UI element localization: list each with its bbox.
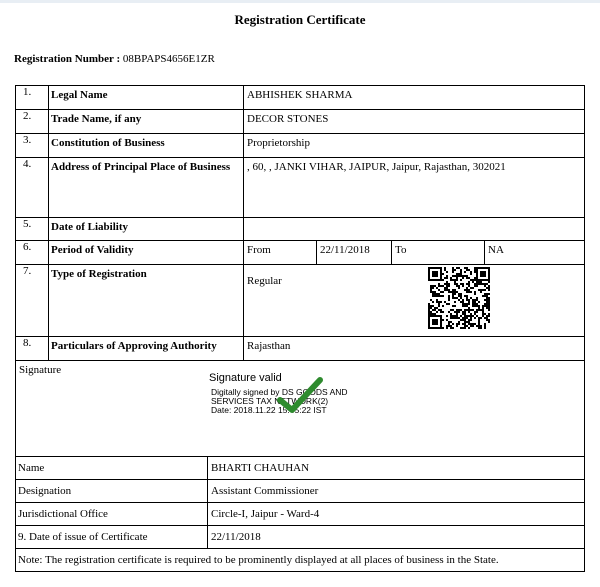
table-row: [16, 110, 585, 134]
row-value: Rajasthan: [244, 337, 585, 361]
signature-valid-text: Signature valid: [209, 372, 282, 384]
table-row: [16, 337, 585, 361]
registration-number-label: Registration Number :: [14, 53, 121, 65]
row-value: ABHISHEK SHARMA: [244, 86, 585, 110]
table-row: [16, 503, 585, 526]
row-value: DECOR STONES: [244, 110, 585, 134]
digital-signature-line: Digitally signed by DS GOODS AND: [211, 387, 348, 397]
table-row: [16, 86, 585, 110]
officer-value: BHARTI CHAUHAN: [208, 457, 585, 480]
officer-value: Assistant Commissioner: [208, 480, 585, 503]
officer-value: 22/11/2018: [208, 526, 585, 549]
row-value: , 60, , JANKI VIHAR, JAIPUR, Jaipur, Rajasthan, 302021: [244, 158, 585, 218]
page-title: Registration Certificate: [234, 12, 366, 27]
row-label: Address of Principal Place of Business: [49, 158, 244, 218]
table-row: [16, 265, 585, 337]
row-value: [244, 218, 585, 241]
table-row: [16, 526, 585, 549]
registration-details-table: [15, 85, 585, 361]
registration-number: [14, 53, 215, 65]
officer-details-table: [15, 456, 585, 572]
signature-label: Signature: [19, 364, 62, 376]
table-row: [16, 549, 585, 572]
officer-label: 9. Date of issue of Certificate: [16, 526, 208, 549]
qr-code-icon: [428, 267, 490, 329]
row-label: Particulars of Approving Authority: [49, 337, 244, 361]
digital-signature-line: Date: 2018.11.22 15:45:22 IST: [211, 405, 327, 415]
row-number: 7.: [16, 265, 49, 337]
officer-label: Name: [16, 457, 208, 480]
top-strip: [0, 0, 600, 3]
row-number: 5.: [16, 218, 49, 241]
checkmark-icon: [276, 376, 326, 416]
row-number: 8.: [16, 337, 49, 361]
note-text: Note: The registration certificate is required to be prominently displayed at all places of business in the State.: [16, 549, 585, 572]
table-row: [16, 480, 585, 503]
row-number: 2.: [16, 110, 49, 134]
row-number: 1.: [16, 86, 49, 110]
signature-block: [15, 361, 585, 457]
validity-from-date: 22/11/2018: [317, 241, 392, 265]
validity-to-date: NA: [485, 241, 585, 265]
officer-value: Circle-I, Jaipur - Ward-4: [208, 503, 585, 526]
validity-to-label: To: [392, 241, 485, 265]
row-label: Period of Validity: [49, 241, 244, 265]
row-number: 3.: [16, 134, 49, 158]
row-label: Type of Registration: [49, 265, 244, 337]
row-label: Legal Name: [49, 86, 244, 110]
row-label: Trade Name, if any: [49, 110, 244, 134]
row-label: Constitution of Business: [49, 134, 244, 158]
row-number: 6.: [16, 241, 49, 265]
table-row: [16, 158, 585, 218]
digital-signature-line: SERVICES TAX NETWORK(2): [211, 396, 329, 406]
officer-label: Jurisdictional Office: [16, 503, 208, 526]
row-value: Proprietorship: [244, 134, 585, 158]
row-label: Date of Liability: [49, 218, 244, 241]
table-row: [16, 218, 585, 241]
row-value: Regular: [244, 265, 585, 337]
row-number: 4.: [16, 158, 49, 218]
table-row: [16, 134, 585, 158]
table-row: [16, 241, 585, 265]
validity-from-label: From: [244, 241, 317, 265]
officer-label: Designation: [16, 480, 208, 503]
table-row: [16, 457, 585, 480]
registration-number-value: 08BPAPS4656E1ZR: [122, 53, 215, 65]
